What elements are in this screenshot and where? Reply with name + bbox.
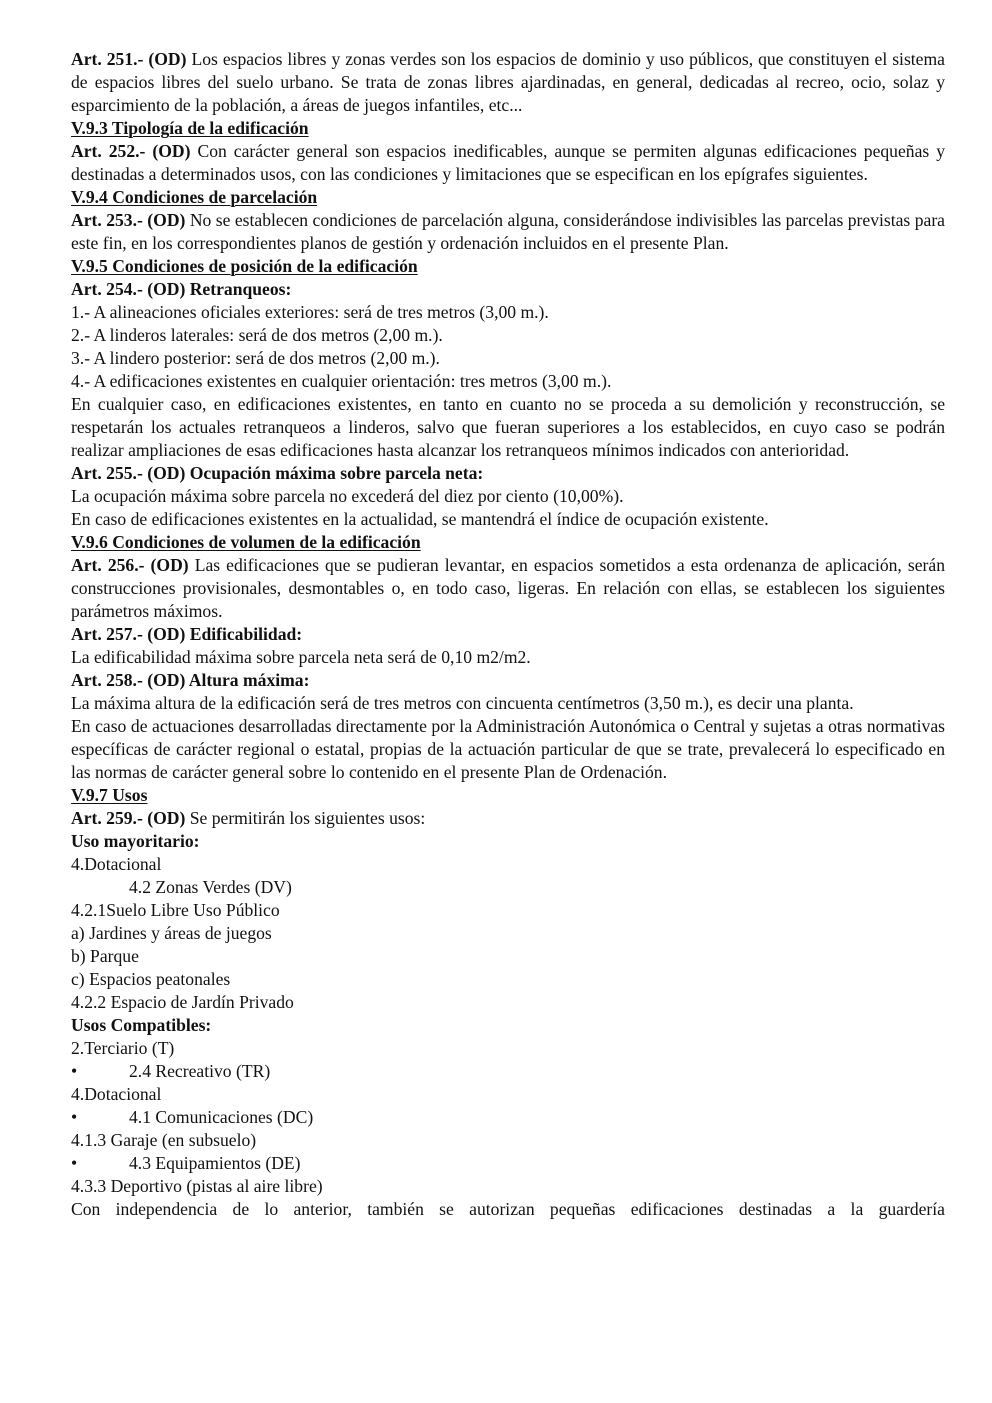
use-line: 4.Dotacional xyxy=(71,854,162,874)
use-line: 4.2 Zonas Verdes (DV) xyxy=(129,877,292,897)
section-v94-heading: V.9.4 Condiciones de parcelación xyxy=(71,187,318,207)
art-256-label: Art. 256.- (OD) xyxy=(71,555,189,575)
document-page xyxy=(71,48,945,1221)
uso-mayoritario-heading-text: Uso mayoritario: xyxy=(71,831,200,851)
art-254-paragraph: En cualquier caso, en edificaciones existentes, en tanto en cuanto no se proceda a su demolición y reconstrucción, se respetarán los actuales retranqueos a linderos, salvo que fueran superiores a los establecidos, en cuyo caso se podrán realizar ampliaciones de esas edificaciones hasta alcanzar los retranqueos mínimos indicados con anterioridad. xyxy=(71,394,945,460)
art-258-text2: En caso de actuaciones desarrolladas directamente por la Administración Autonómica o Central y sujetas a otras normativas específicas de carácter regional o estatal, propias de la actuación particular de que se trate, prevalecerá lo especificado en las normas de carácter general sobre lo contenido en el presente Plan de Ordenación. xyxy=(71,716,945,782)
bullet-icon: • xyxy=(71,1153,78,1173)
art-254-heading-text: Art. 254.- (OD) Retranqueos: xyxy=(71,279,292,299)
art-256 xyxy=(71,554,945,623)
art-257-heading-text: Art. 257.- (OD) Edificabilidad: xyxy=(71,624,303,644)
art-253 xyxy=(71,209,945,255)
art-252-text: Con carácter general son espacios inedificables, aunque se permiten algunas edificaciones pequeñas y destinadas a determinados usos, con las condiciones y limitaciones que se especifican en los epígrafes siguientes. xyxy=(71,141,945,184)
art-257-heading xyxy=(71,623,945,646)
use-line: a) Jardines y áreas de juegos xyxy=(71,923,272,943)
section-v95-heading: V.9.5 Condiciones de posición de la edificación xyxy=(71,256,418,276)
bullet-line xyxy=(71,1152,945,1175)
bullet-icon: • xyxy=(71,1061,78,1081)
use-line: 4.1.3 Garaje (en subsuelo) xyxy=(71,1130,257,1150)
usos-compatibles-heading xyxy=(71,1014,945,1037)
art-252 xyxy=(71,140,945,186)
art-254-heading xyxy=(71,278,945,301)
use-line: 4.2.2 Espacio de Jardín Privado xyxy=(71,992,294,1012)
art-255-heading-text: Art. 255.- (OD) Ocupación máxima sobre parcela neta: xyxy=(71,463,484,483)
art-251-text: Los espacios libres y zonas verdes son los espacios de dominio y uso públicos, que constituyen el sistema de espacios libres del suelo urbano. Se trata de zonas libres ajardinadas, en general, dedicadas al recreo, ocio, solaz y esparcimiento de la población, a áreas de juegos infantiles, etc... xyxy=(71,49,945,115)
art-259 xyxy=(71,807,945,830)
art-251 xyxy=(71,48,945,117)
final-paragraph: Con independencia de lo anterior, también se autorizan pequeñas edificaciones destinadas a la guardería xyxy=(71,1199,945,1219)
bullet-line xyxy=(71,1060,945,1083)
bullet-line xyxy=(71,1106,945,1129)
use-line: 4.2.1Suelo Libre Uso Público xyxy=(71,900,280,920)
section-v93-heading: V.9.3 Tipología de la edificación xyxy=(71,118,309,138)
art-257-text: La edificabilidad máxima sobre parcela neta será de 0,10 m2/m2. xyxy=(71,647,531,667)
art-255-line1: La ocupación máxima sobre parcela no excederá del diez por ciento (10,00%). xyxy=(71,486,624,506)
art-258-heading-text: Art. 258.- (OD) Altura máxima: xyxy=(71,670,310,690)
art-255-line2: En caso de edificaciones existentes en la actualidad, se mantendrá el índice de ocupación existente. xyxy=(71,509,769,529)
use-line: 4.3.3 Deportivo (pistas al aire libre) xyxy=(71,1176,323,1196)
art-259-label: Art. 259.- (OD) xyxy=(71,808,186,828)
art-259-text: Se permitirán los siguientes usos: xyxy=(185,808,426,828)
usos-compatibles-heading-text: Usos Compatibles: xyxy=(71,1015,212,1035)
use-line: 2.Terciario (T) xyxy=(71,1038,175,1058)
art-256-text: Las edificaciones que se pudieran levantar, en espacios sometidos a esta ordenanza de aplicación, serán construcciones provisionales, desmontables o, en todo caso, ligeras. En relación con ellas, se establecen los siguientes parámetros máximos. xyxy=(71,555,945,621)
bullet-text: 2.4 Recreativo (TR) xyxy=(129,1061,271,1081)
art-254-item: 1.- A alineaciones oficiales exteriores: será de tres metros (3,00 m.). xyxy=(71,302,549,322)
bullet-text: 4.1 Comunicaciones (DC) xyxy=(129,1107,314,1127)
uso-mayoritario-heading xyxy=(71,830,945,853)
art-253-text: No se establecen condiciones de parcelación alguna, considerándose indivisibles las parcelas previstas para este fin, en los correspondientes planos de gestión y ordenación incluidos en el presente Plan. xyxy=(71,210,945,253)
use-line: c) Espacios peatonales xyxy=(71,969,231,989)
use-line: b) Parque xyxy=(71,946,139,966)
art-254-item: 2.- A linderos laterales: será de dos metros (2,00 m.). xyxy=(71,325,443,345)
art-258-heading xyxy=(71,669,945,692)
art-253-label: Art. 253.- (OD) xyxy=(71,210,186,230)
art-254-item: 3.- A lindero posterior: será de dos metros (2,00 m.). xyxy=(71,348,440,368)
art-254-item: 4.- A edificaciones existentes en cualquier orientación: tres metros (3,00 m.). xyxy=(71,371,612,391)
art-255-heading xyxy=(71,462,945,485)
art-251-label: Art. 251.- (OD) xyxy=(71,49,187,69)
section-v97-heading: V.9.7 Usos xyxy=(71,785,148,805)
art-252-label: Art. 252.- (OD) xyxy=(71,141,191,161)
use-line: 4.Dotacional xyxy=(71,1084,162,1104)
section-v96-heading: V.9.6 Condiciones de volumen de la edificación xyxy=(71,532,421,552)
art-258-text1: La máxima altura de la edificación será de tres metros con cincuenta centímetros (3,50 m.), es decir una planta. xyxy=(71,693,854,713)
bullet-text: 4.3 Equipamientos (DE) xyxy=(129,1153,301,1173)
bullet-icon: • xyxy=(71,1107,78,1127)
